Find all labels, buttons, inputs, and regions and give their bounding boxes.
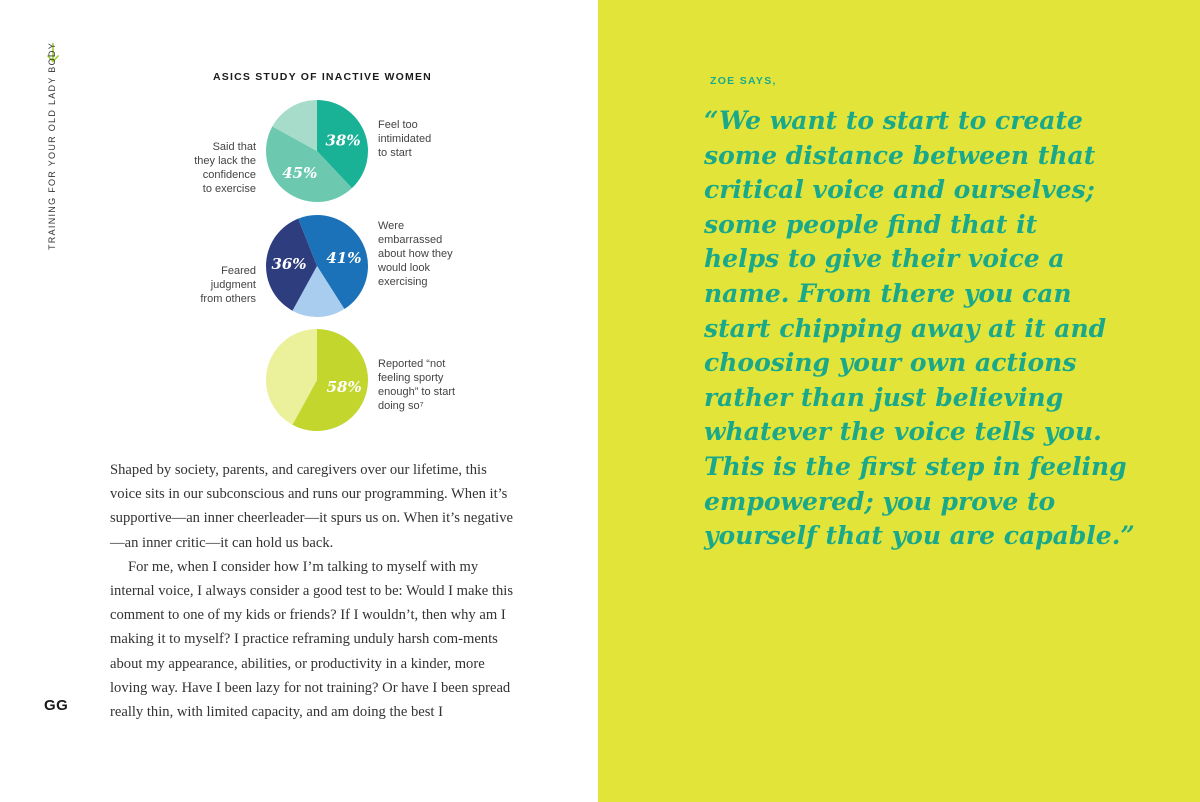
pull-quote: [704, 104, 1184, 554]
pie-chart-intimidation: [265, 99, 369, 203]
pie-slice-label: 58%: [326, 377, 362, 396]
pie-slice-label: 36%: [271, 255, 307, 274]
pie-slice-label: 45%: [282, 164, 318, 183]
quote-line: some people find that it: [704, 209, 1038, 239]
pie-slice-label: 41%: [326, 249, 362, 268]
quote-line: start chipping away at it and: [704, 313, 1107, 343]
quote-line: helps to give their voice a: [704, 244, 1065, 274]
right-page: [598, 0, 1200, 802]
body-text: [110, 458, 520, 724]
left-page: [0, 0, 598, 802]
quote-line: name. From there you can: [704, 278, 1072, 308]
body-paragraph: For me, when I consider how I’m talking to myself with my internal voice, I always consider a good test to be: Would I make this comment to one of my kids or friends? If I wouldn’t, then why am I making it to myself? I practice reframing unduly harsh com-ments about my appearance, abilities, or productivity in a kinder, more loving way. Have I been lazy for not training? Or have I been spread really thin, with limited capacity, and am doing the best I: [110, 558, 514, 721]
page-number: GG: [44, 697, 69, 714]
quote-line: rather than just believing: [704, 382, 1064, 412]
quote-line: critical voice and ourselves;: [704, 175, 1095, 205]
body-paragraph: Shaped by society, parents, and caregivers over our lifetime, this voice sits in our subconscious and runs our programming. When it’s supportive—an inner cheerleader—it spurs us on. When it’s negative—an inner critic—it can hold us back.: [110, 462, 513, 551]
quote-line: whatever the voice tells you.: [704, 417, 1102, 447]
pie-chart-embarrassment: [265, 214, 369, 318]
quote-line: some distance between that: [704, 140, 1096, 170]
pie-slice-label: 38%: [325, 131, 361, 150]
pie-chart-not-sporty: [265, 328, 369, 432]
caption-feel-intimidated: Feel too intimidated to start: [378, 119, 432, 159]
quote-line: choosing your own actions: [704, 348, 1077, 378]
caption-feared-judgment: Feared judgment from others: [200, 265, 256, 305]
quote-line: This is the first step in feeling: [704, 451, 1127, 481]
running-head: TRAINING FOR YOUR OLD LADY BODY: [47, 42, 57, 250]
caption-embarrassed: Were embarrassed about how they would look exercising: [378, 220, 453, 288]
quote-attribution: ZOE SAYS,: [710, 75, 777, 87]
chart-title: ASICS STUDY OF INACTIVE WOMEN: [213, 71, 432, 83]
caption-not-sporty: Reported “not feeling sporty enough” to start doing so⁷: [378, 358, 456, 412]
quote-line: yourself that you are capable.”: [704, 521, 1135, 551]
quote-line: empowered; you prove to: [704, 486, 1056, 516]
quote-line: “We want to start to create: [704, 106, 1083, 135]
caption-lack-confidence: Said that they lack the confidence to exercise: [194, 141, 256, 195]
